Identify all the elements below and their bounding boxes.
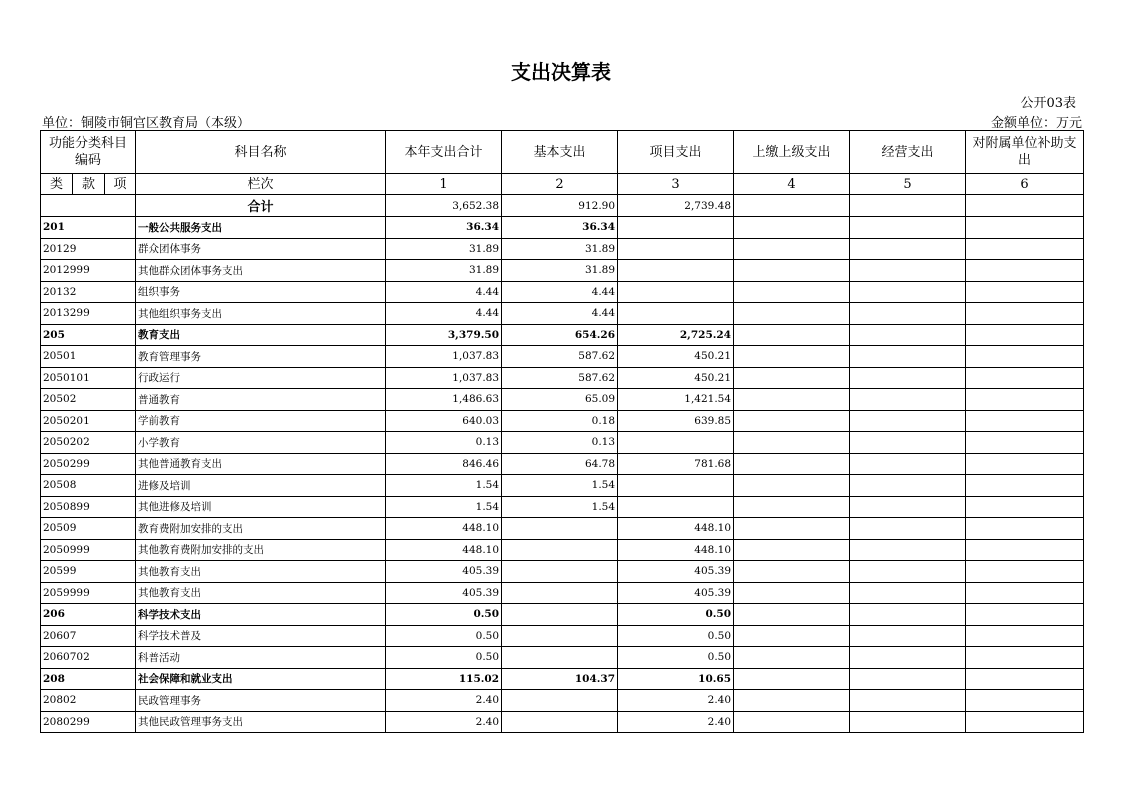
row-code: 20501 — [41, 346, 136, 368]
row-business — [850, 389, 966, 411]
row-basic — [502, 518, 618, 540]
row-name: 其他教育支出 — [136, 582, 386, 604]
total-code-cell — [41, 195, 136, 217]
row-basic: 4.44 — [502, 281, 618, 303]
row-upper — [734, 217, 850, 239]
row-code: 20509 — [41, 518, 136, 540]
row-subsidiary — [966, 238, 1084, 260]
row-code: 2050999 — [41, 539, 136, 561]
row-project: 0.50 — [618, 604, 734, 626]
row-upper — [734, 604, 850, 626]
row-total: 448.10 — [386, 539, 502, 561]
row-business — [850, 625, 966, 647]
row-total: 405.39 — [386, 582, 502, 604]
row-total: 0.50 — [386, 625, 502, 647]
row-code: 206 — [41, 604, 136, 626]
row-subsidiary — [966, 647, 1084, 669]
row-upper — [734, 410, 850, 432]
row-business — [850, 690, 966, 712]
total-upper — [734, 195, 850, 217]
row-basic: 65.09 — [502, 389, 618, 411]
header-upper: 上缴上级支出 — [734, 131, 850, 174]
row-business — [850, 238, 966, 260]
table-row — [41, 389, 1084, 411]
table-row — [41, 238, 1084, 260]
row-name: 其他民政管理事务支出 — [136, 711, 386, 733]
row-project — [618, 432, 734, 454]
row-project: 1,421.54 — [618, 389, 734, 411]
row-project — [618, 475, 734, 497]
row-basic — [502, 625, 618, 647]
row-upper — [734, 561, 850, 583]
row-total: 640.03 — [386, 410, 502, 432]
row-business — [850, 539, 966, 561]
row-name: 其他群众团体事务支出 — [136, 260, 386, 282]
row-code: 205 — [41, 324, 136, 346]
table-row — [41, 432, 1084, 454]
row-business — [850, 217, 966, 239]
row-code: 20129 — [41, 238, 136, 260]
expenditure-table — [40, 130, 1084, 733]
row-upper — [734, 346, 850, 368]
row-project: 2.40 — [618, 711, 734, 733]
row-business — [850, 518, 966, 540]
row-upper — [734, 453, 850, 475]
header-total: 本年支出合计 — [386, 131, 502, 174]
row-upper — [734, 668, 850, 690]
row-project: 781.68 — [618, 453, 734, 475]
row-code: 2013299 — [41, 303, 136, 325]
row-business — [850, 260, 966, 282]
row-name: 科学技术普及 — [136, 625, 386, 647]
row-business — [850, 475, 966, 497]
row-subsidiary — [966, 389, 1084, 411]
header-lei: 类 — [41, 174, 73, 195]
row-code: 20599 — [41, 561, 136, 583]
row-total: 405.39 — [386, 561, 502, 583]
row-project: 450.21 — [618, 346, 734, 368]
form-code: 公开03表 — [1020, 96, 1076, 111]
header-lanci: 栏次 — [136, 174, 386, 195]
table-row — [41, 346, 1084, 368]
table-row — [41, 625, 1084, 647]
row-project — [618, 303, 734, 325]
row-basic: 31.89 — [502, 238, 618, 260]
row-total: 1,486.63 — [386, 389, 502, 411]
table-row — [41, 539, 1084, 561]
row-subsidiary — [966, 561, 1084, 583]
row-subsidiary — [966, 453, 1084, 475]
row-total: 846.46 — [386, 453, 502, 475]
row-upper — [734, 367, 850, 389]
table-row — [41, 217, 1084, 239]
row-code: 20132 — [41, 281, 136, 303]
row-project: 405.39 — [618, 582, 734, 604]
row-name: 群众团体事务 — [136, 238, 386, 260]
row-total: 2.40 — [386, 711, 502, 733]
table-row — [41, 582, 1084, 604]
row-basic: 0.13 — [502, 432, 618, 454]
header-xiang: 项 — [105, 174, 136, 195]
row-business — [850, 346, 966, 368]
table-row — [41, 410, 1084, 432]
row-upper — [734, 238, 850, 260]
row-project — [618, 281, 734, 303]
row-name: 民政管理事务 — [136, 690, 386, 712]
col-index-6: 6 — [966, 174, 1084, 195]
row-upper — [734, 496, 850, 518]
row-upper — [734, 647, 850, 669]
row-total: 4.44 — [386, 303, 502, 325]
row-business — [850, 410, 966, 432]
row-project: 448.10 — [618, 518, 734, 540]
table-row — [41, 324, 1084, 346]
row-name: 其他教育费附加安排的支出 — [136, 539, 386, 561]
row-upper — [734, 539, 850, 561]
row-total: 3,379.50 — [386, 324, 502, 346]
table-row — [41, 711, 1084, 733]
row-upper — [734, 389, 850, 411]
row-name: 组织事务 — [136, 281, 386, 303]
row-basic — [502, 711, 618, 733]
total-row — [41, 195, 1084, 217]
row-subsidiary — [966, 432, 1084, 454]
header-row — [41, 131, 1084, 174]
table-row — [41, 260, 1084, 282]
row-basic: 31.89 — [502, 260, 618, 282]
row-subsidiary — [966, 281, 1084, 303]
table-row — [41, 496, 1084, 518]
row-name: 其他组织事务支出 — [136, 303, 386, 325]
row-project: 0.50 — [618, 625, 734, 647]
row-code: 2050299 — [41, 453, 136, 475]
row-basic: 4.44 — [502, 303, 618, 325]
row-business — [850, 668, 966, 690]
row-subsidiary — [966, 475, 1084, 497]
total-basic: 912.90 — [502, 195, 618, 217]
row-basic: 36.34 — [502, 217, 618, 239]
table-row — [41, 281, 1084, 303]
col-index-3: 3 — [618, 174, 734, 195]
row-project: 405.39 — [618, 561, 734, 583]
row-subsidiary — [966, 496, 1084, 518]
row-code: 2050899 — [41, 496, 136, 518]
row-upper — [734, 432, 850, 454]
header-business: 经营支出 — [850, 131, 966, 174]
row-name: 小学教育 — [136, 432, 386, 454]
header-kuan: 款 — [73, 174, 105, 195]
row-total: 1.54 — [386, 475, 502, 497]
row-project — [618, 260, 734, 282]
row-project: 639.85 — [618, 410, 734, 432]
col-index-4: 4 — [734, 174, 850, 195]
row-code: 208 — [41, 668, 136, 690]
row-code: 2060702 — [41, 647, 136, 669]
row-basic — [502, 690, 618, 712]
row-subsidiary — [966, 410, 1084, 432]
row-total: 1,037.83 — [386, 346, 502, 368]
row-business — [850, 303, 966, 325]
row-subsidiary — [966, 324, 1084, 346]
row-total: 0.50 — [386, 604, 502, 626]
row-basic: 587.62 — [502, 367, 618, 389]
row-upper — [734, 260, 850, 282]
table-row — [41, 453, 1084, 475]
row-business — [850, 582, 966, 604]
row-project: 2,725.24 — [618, 324, 734, 346]
row-basic — [502, 561, 618, 583]
row-upper — [734, 518, 850, 540]
row-upper — [734, 281, 850, 303]
row-code: 2059999 — [41, 582, 136, 604]
row-name: 社会保障和就业支出 — [136, 668, 386, 690]
row-total: 0.13 — [386, 432, 502, 454]
row-total: 31.89 — [386, 238, 502, 260]
row-basic — [502, 582, 618, 604]
row-basic: 104.37 — [502, 668, 618, 690]
row-code: 20502 — [41, 389, 136, 411]
row-project: 448.10 — [618, 539, 734, 561]
row-basic — [502, 539, 618, 561]
row-subsidiary — [966, 539, 1084, 561]
table-row — [41, 668, 1084, 690]
col-index-5: 5 — [850, 174, 966, 195]
row-code: 2012999 — [41, 260, 136, 282]
row-basic — [502, 647, 618, 669]
total-total: 3,652.38 — [386, 195, 502, 217]
row-name: 其他普通教育支出 — [136, 453, 386, 475]
row-total: 1.54 — [386, 496, 502, 518]
row-business — [850, 604, 966, 626]
row-code: 20508 — [41, 475, 136, 497]
table-row — [41, 367, 1084, 389]
row-code: 2080299 — [41, 711, 136, 733]
row-name: 其他进修及培训 — [136, 496, 386, 518]
row-project: 0.50 — [618, 647, 734, 669]
table-row — [41, 561, 1084, 583]
row-subsidiary — [966, 346, 1084, 368]
row-total: 36.34 — [386, 217, 502, 239]
header-basic: 基本支出 — [502, 131, 618, 174]
row-name: 教育费附加安排的支出 — [136, 518, 386, 540]
row-name: 教育支出 — [136, 324, 386, 346]
row-business — [850, 324, 966, 346]
row-code: 20802 — [41, 690, 136, 712]
column-index-row — [41, 174, 1084, 195]
row-total: 2.40 — [386, 690, 502, 712]
row-name: 学前教育 — [136, 410, 386, 432]
row-basic: 64.78 — [502, 453, 618, 475]
total-project: 2,739.48 — [618, 195, 734, 217]
row-code: 20607 — [41, 625, 136, 647]
col-index-1: 1 — [386, 174, 502, 195]
row-name: 一般公共服务支出 — [136, 217, 386, 239]
row-code: 2050101 — [41, 367, 136, 389]
row-upper — [734, 690, 850, 712]
row-name: 普通教育 — [136, 389, 386, 411]
row-business — [850, 453, 966, 475]
total-subsidiary — [966, 195, 1084, 217]
col-index-2: 2 — [502, 174, 618, 195]
row-business — [850, 496, 966, 518]
total-business — [850, 195, 966, 217]
row-subsidiary — [966, 518, 1084, 540]
row-subsidiary — [966, 711, 1084, 733]
row-subsidiary — [966, 303, 1084, 325]
table-row — [41, 604, 1084, 626]
row-total: 0.50 — [386, 647, 502, 669]
row-subsidiary — [966, 260, 1084, 282]
table-row — [41, 303, 1084, 325]
row-upper — [734, 711, 850, 733]
row-business — [850, 432, 966, 454]
row-total: 115.02 — [386, 668, 502, 690]
row-name: 科学技术支出 — [136, 604, 386, 626]
header-func-code: 功能分类科目编码 — [41, 131, 136, 174]
row-upper — [734, 303, 850, 325]
total-label: 合计 — [136, 195, 386, 217]
row-business — [850, 281, 966, 303]
row-project — [618, 238, 734, 260]
row-code: 201 — [41, 217, 136, 239]
row-basic — [502, 604, 618, 626]
row-subsidiary — [966, 604, 1084, 626]
row-project: 2.40 — [618, 690, 734, 712]
row-subsidiary — [966, 217, 1084, 239]
row-subsidiary — [966, 690, 1084, 712]
row-total: 448.10 — [386, 518, 502, 540]
row-subsidiary — [966, 668, 1084, 690]
row-total: 4.44 — [386, 281, 502, 303]
header-name: 科目名称 — [136, 131, 386, 174]
row-project: 450.21 — [618, 367, 734, 389]
row-project — [618, 496, 734, 518]
row-basic: 587.62 — [502, 346, 618, 368]
row-basic: 1.54 — [502, 496, 618, 518]
amount-unit: 金额单位：万元 — [990, 116, 1082, 131]
row-upper — [734, 324, 850, 346]
page-title: 支出决算表 — [511, 60, 611, 84]
row-business — [850, 647, 966, 669]
row-basic: 1.54 — [502, 475, 618, 497]
row-name: 教育管理事务 — [136, 346, 386, 368]
row-name: 行政运行 — [136, 367, 386, 389]
row-business — [850, 711, 966, 733]
row-upper — [734, 475, 850, 497]
table-row — [41, 518, 1084, 540]
row-total: 1,037.83 — [386, 367, 502, 389]
row-subsidiary — [966, 625, 1084, 647]
row-upper — [734, 625, 850, 647]
row-basic: 654.26 — [502, 324, 618, 346]
row-subsidiary — [966, 367, 1084, 389]
row-business — [850, 561, 966, 583]
row-name: 其他教育支出 — [136, 561, 386, 583]
table-row — [41, 647, 1084, 669]
row-code: 2050201 — [41, 410, 136, 432]
row-business — [850, 367, 966, 389]
header-project: 项目支出 — [618, 131, 734, 174]
header-subsidiary: 对附属单位补助支出 — [966, 131, 1084, 174]
row-basic: 0.18 — [502, 410, 618, 432]
row-name: 科普活动 — [136, 647, 386, 669]
row-name: 进修及培训 — [136, 475, 386, 497]
unit-label: 单位：铜陵市铜官区教育局（本级） — [42, 116, 251, 131]
table-row — [41, 690, 1084, 712]
row-upper — [734, 582, 850, 604]
row-total: 31.89 — [386, 260, 502, 282]
row-project — [618, 217, 734, 239]
row-subsidiary — [966, 582, 1084, 604]
row-project: 10.65 — [618, 668, 734, 690]
table-row — [41, 475, 1084, 497]
row-code: 2050202 — [41, 432, 136, 454]
